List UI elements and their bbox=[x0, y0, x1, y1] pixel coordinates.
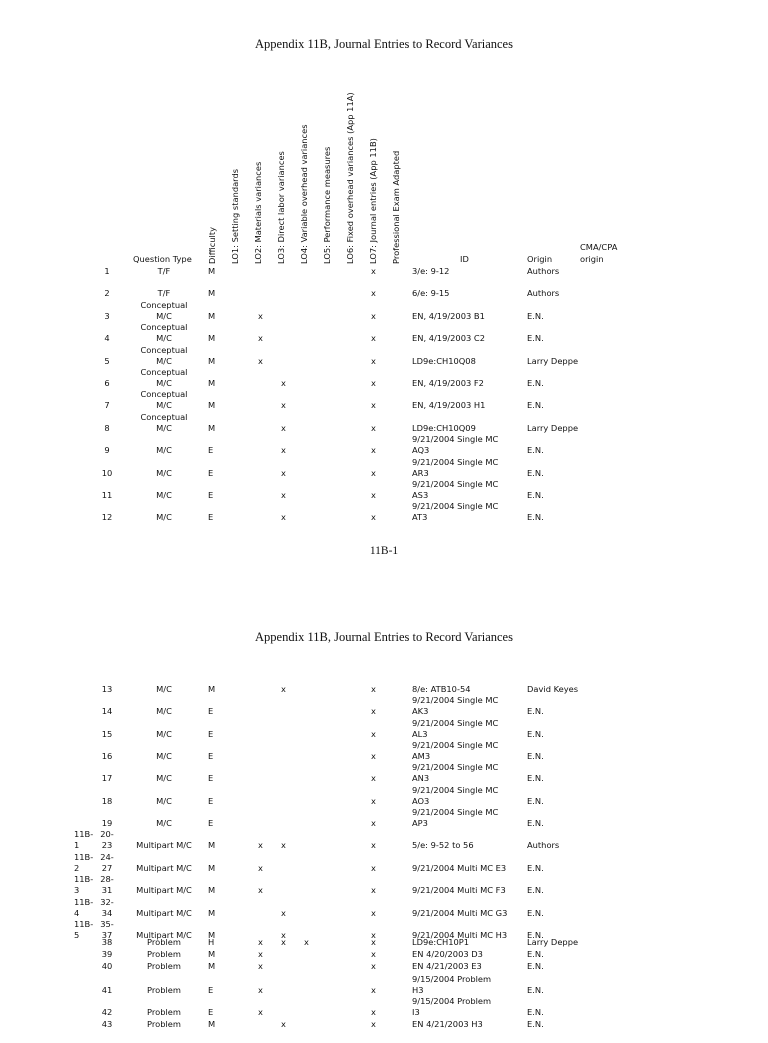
id-prefix: 9/21/2004 Single MC bbox=[412, 762, 499, 773]
lo-mark: x bbox=[371, 929, 376, 940]
table-row bbox=[0, 434, 768, 465]
question-type-prefix: Conceptual bbox=[140, 299, 188, 310]
row-number: 27 bbox=[101, 862, 113, 873]
question-id: EN 4/20/2003 D3 bbox=[412, 949, 483, 960]
question-id: 9/21/2004 Multi MC E3 bbox=[412, 862, 507, 873]
origin: Larry Deppe bbox=[527, 422, 579, 433]
question-type: M/C bbox=[156, 512, 172, 523]
difficulty: M bbox=[208, 355, 216, 366]
section-prefix: 11B- bbox=[74, 874, 94, 885]
origin: E.N. bbox=[527, 333, 544, 344]
difficulty: H bbox=[208, 937, 215, 947]
lo-mark: x bbox=[371, 818, 376, 829]
table-row bbox=[0, 762, 768, 793]
question-type-prefix: Conceptual bbox=[140, 344, 188, 355]
table-row bbox=[0, 262, 768, 286]
lo-mark: x bbox=[371, 490, 376, 500]
row-number: 6 bbox=[104, 378, 110, 388]
lo-mark: x bbox=[258, 937, 263, 947]
question-type: M/C bbox=[156, 333, 172, 344]
table-row bbox=[0, 1019, 768, 1043]
origin: E.N. bbox=[527, 773, 544, 784]
header-lo6: LO6: Fixed overhead variances (App 11A) bbox=[345, 92, 355, 264]
id-prefix: 9/21/2004 Single MC bbox=[412, 456, 499, 467]
section-prefix: 11B- bbox=[74, 851, 94, 862]
difficulty: E bbox=[208, 728, 214, 739]
difficulty: M bbox=[208, 400, 216, 411]
difficulty: E bbox=[208, 751, 214, 762]
origin: Authors bbox=[527, 840, 560, 851]
lo-mark: x bbox=[258, 355, 263, 366]
lo-mark: x bbox=[258, 961, 263, 972]
section-suffix: 2 bbox=[74, 862, 80, 873]
lo-mark: x bbox=[371, 840, 376, 851]
question-type: Multipart M/C bbox=[136, 862, 192, 873]
lo-mark: x bbox=[371, 907, 376, 918]
row-number: 31 bbox=[101, 885, 113, 896]
table-row bbox=[0, 501, 768, 532]
question-type: M/C bbox=[156, 490, 172, 500]
question-type: M/C bbox=[156, 355, 172, 366]
lo-mark: x bbox=[371, 266, 376, 276]
difficulty: M bbox=[208, 422, 216, 433]
lo-mark: x bbox=[281, 445, 286, 456]
question-id: EN 4/21/2003 E3 bbox=[412, 961, 482, 972]
origin: Larry Deppe bbox=[527, 937, 579, 947]
table-row bbox=[0, 937, 768, 949]
id-prefix: 9/15/2004 Problem bbox=[412, 974, 492, 984]
row-number: 41 bbox=[101, 985, 113, 995]
row-number: 5 bbox=[104, 355, 110, 366]
origin: E.N. bbox=[527, 445, 544, 456]
table-row bbox=[0, 411, 768, 443]
lo-mark: x bbox=[371, 512, 376, 523]
origin: Larry Deppe bbox=[527, 355, 579, 366]
origin: E.N. bbox=[527, 885, 544, 896]
lo-mark: x bbox=[371, 684, 376, 694]
origin: E.N. bbox=[527, 949, 544, 960]
row-number: 4 bbox=[104, 333, 110, 344]
lo-mark: x bbox=[371, 445, 376, 456]
difficulty: E bbox=[208, 490, 214, 500]
lo-mark: x bbox=[281, 467, 286, 478]
question-type: Multipart M/C bbox=[136, 929, 192, 940]
lo-mark: x bbox=[258, 949, 263, 960]
lo-mark: x bbox=[281, 929, 286, 940]
id-prefix: 9/21/2004 Single MC bbox=[412, 434, 499, 445]
row-number: 3 bbox=[104, 310, 110, 321]
question-type: M/C bbox=[156, 422, 172, 433]
question-type: Problem bbox=[147, 985, 181, 995]
header-difficulty: Difficulty bbox=[207, 226, 217, 264]
question-type: M/C bbox=[156, 751, 172, 762]
lo-mark: x bbox=[281, 684, 286, 694]
question-type: M/C bbox=[156, 728, 172, 739]
lo-mark: x bbox=[371, 795, 376, 806]
question-type: Problem bbox=[147, 949, 181, 960]
row-number: 37 bbox=[101, 929, 113, 940]
header-lo2: LO2: Materials variances bbox=[253, 161, 263, 264]
section-prefix: 11B- bbox=[74, 918, 94, 929]
row-number-prefix: 32- bbox=[100, 896, 114, 907]
lo-mark: x bbox=[371, 467, 376, 478]
difficulty: M bbox=[208, 333, 216, 344]
question-id: EN 4/21/2003 H3 bbox=[412, 1019, 483, 1029]
lo-mark: x bbox=[281, 490, 286, 500]
origin: E.N. bbox=[527, 310, 544, 321]
header-cma-line2: origin bbox=[580, 254, 604, 264]
question-id: LD9e:CH10P1 bbox=[412, 937, 470, 947]
section-prefix: 11B- bbox=[74, 829, 94, 840]
question-id: AP3 bbox=[412, 818, 428, 829]
section-prefix: 11B- bbox=[74, 896, 94, 907]
question-type: M/C bbox=[156, 795, 172, 806]
origin: E.N. bbox=[527, 1007, 544, 1017]
question-id: 6/e: 9-15 bbox=[412, 288, 450, 299]
table-row bbox=[0, 974, 768, 1009]
lo-mark: x bbox=[281, 400, 286, 411]
table-row bbox=[0, 344, 768, 376]
table-row bbox=[0, 949, 768, 961]
question-id: AL3 bbox=[412, 728, 428, 739]
difficulty: E bbox=[208, 512, 214, 523]
lo-mark: x bbox=[371, 949, 376, 960]
id-prefix: 9/21/2004 Single MC bbox=[412, 479, 499, 489]
row-number: 15 bbox=[101, 728, 113, 739]
question-type: M/C bbox=[156, 773, 172, 784]
table-row bbox=[0, 367, 768, 398]
row-number: 18 bbox=[101, 795, 113, 806]
lo-mark: x bbox=[258, 985, 263, 995]
row-number: 19 bbox=[101, 818, 113, 829]
question-id: EN, 4/19/2003 H1 bbox=[412, 400, 486, 411]
question-id: AT3 bbox=[412, 512, 428, 523]
difficulty: M bbox=[208, 929, 216, 940]
table-row bbox=[0, 389, 768, 420]
lo-mark: x bbox=[258, 310, 263, 321]
question-type-prefix: Conceptual bbox=[140, 389, 188, 400]
origin: E.N. bbox=[527, 1019, 544, 1029]
row-number: 10 bbox=[101, 467, 113, 478]
row-number: 38 bbox=[101, 937, 113, 947]
page-footer: 11B-1 bbox=[369, 545, 399, 557]
origin: E.N. bbox=[527, 467, 544, 478]
question-type: Problem bbox=[147, 961, 181, 972]
question-type: Multipart M/C bbox=[136, 840, 192, 851]
lo-mark: x bbox=[371, 706, 376, 717]
lo-mark: x bbox=[371, 751, 376, 762]
question-type: Multipart M/C bbox=[136, 885, 192, 896]
row-number-prefix: 35- bbox=[100, 918, 114, 929]
question-id: AN3 bbox=[412, 773, 430, 784]
row-number: 23 bbox=[101, 840, 113, 851]
lo-mark: x bbox=[281, 1019, 286, 1029]
lo-mark: x bbox=[281, 512, 286, 523]
difficulty: M bbox=[208, 288, 216, 299]
question-type-prefix: Conceptual bbox=[140, 411, 188, 422]
lo-mark: x bbox=[371, 773, 376, 784]
question-type: Problem bbox=[147, 1007, 181, 1017]
lo-mark: x bbox=[371, 728, 376, 739]
question-type: M/C bbox=[156, 818, 172, 829]
origin: E.N. bbox=[527, 795, 544, 806]
question-type-prefix: Conceptual bbox=[140, 367, 188, 377]
question-type: M/C bbox=[156, 310, 172, 321]
origin: E.N. bbox=[527, 400, 544, 411]
header-lo4: LO4: Variable overhead variances bbox=[299, 124, 309, 264]
difficulty: E bbox=[208, 985, 214, 995]
difficulty: E bbox=[208, 773, 214, 784]
row-number: 14 bbox=[101, 706, 113, 717]
difficulty: M bbox=[208, 885, 216, 896]
row-number: 39 bbox=[101, 949, 113, 960]
question-type: Problem bbox=[147, 1019, 181, 1029]
lo-mark: x bbox=[371, 333, 376, 344]
origin: E.N. bbox=[527, 728, 544, 739]
lo-mark: x bbox=[371, 937, 376, 947]
row-number: 11 bbox=[101, 490, 113, 500]
lo-mark: x bbox=[371, 885, 376, 896]
origin: E.N. bbox=[527, 985, 544, 995]
question-type-prefix: Conceptual bbox=[140, 322, 188, 333]
origin: E.N. bbox=[527, 751, 544, 762]
header-lo7: LO7: Journal entries (App 11B) bbox=[368, 138, 378, 264]
origin: E.N. bbox=[527, 512, 544, 523]
row-number: 1 bbox=[104, 266, 110, 276]
difficulty: M bbox=[208, 949, 216, 960]
lo-mark: x bbox=[258, 840, 263, 851]
origin: E.N. bbox=[527, 490, 544, 500]
table-row bbox=[0, 961, 768, 973]
lo-mark: x bbox=[371, 422, 376, 433]
lo-mark: x bbox=[371, 400, 376, 411]
row-number: 40 bbox=[101, 961, 113, 972]
question-id: AM3 bbox=[412, 751, 431, 762]
header-lo1: LO1: Setting standards bbox=[230, 168, 240, 264]
row-number: 8 bbox=[104, 422, 110, 433]
table-row bbox=[0, 695, 768, 726]
lo-mark: x bbox=[371, 961, 376, 972]
page-title: Appendix 11B, Journal Entries to Record Variances bbox=[255, 37, 513, 51]
row-number: 17 bbox=[101, 773, 113, 784]
difficulty: E bbox=[208, 795, 214, 806]
lo-mark: x bbox=[371, 378, 376, 388]
difficulty: E bbox=[208, 818, 214, 829]
origin: E.N. bbox=[527, 818, 544, 829]
table-row bbox=[0, 740, 768, 771]
lo-mark: x bbox=[371, 288, 376, 299]
question-type: M/C bbox=[156, 467, 172, 478]
table-row bbox=[0, 680, 768, 704]
difficulty: M bbox=[208, 310, 216, 321]
row-number: 34 bbox=[101, 907, 113, 918]
lo-mark: x bbox=[258, 1007, 263, 1017]
table-row bbox=[0, 322, 768, 353]
question-type: Problem bbox=[147, 937, 181, 947]
origin: E.N. bbox=[527, 961, 544, 972]
lo-mark: x bbox=[304, 937, 309, 947]
row-number: 9 bbox=[104, 445, 110, 456]
question-id: AK3 bbox=[412, 706, 429, 717]
question-id: 9/21/2004 Multi MC F3 bbox=[412, 885, 506, 896]
question-id: EN, 4/19/2003 F2 bbox=[412, 378, 484, 388]
section-suffix: 4 bbox=[74, 907, 80, 918]
row-number: 42 bbox=[101, 1007, 113, 1017]
question-id: 8/e: ATB10-54 bbox=[412, 684, 471, 694]
question-type: T/F bbox=[157, 266, 171, 276]
question-id: H3 bbox=[412, 985, 424, 995]
difficulty: M bbox=[208, 266, 216, 276]
row-number-prefix: 20- bbox=[100, 829, 114, 840]
difficulty: M bbox=[208, 862, 216, 873]
header-lo3: LO3: Direct labor variances bbox=[276, 151, 286, 264]
question-id: 3/e: 9-12 bbox=[412, 266, 450, 276]
table-row bbox=[0, 479, 768, 510]
question-id: EN, 4/19/2003 C2 bbox=[412, 333, 485, 344]
question-id: I3 bbox=[412, 1007, 420, 1017]
question-id: 9/21/2004 Multi MC H3 bbox=[412, 929, 508, 940]
row-number-prefix: 24- bbox=[100, 851, 114, 862]
origin: E.N. bbox=[527, 862, 544, 873]
table-row bbox=[0, 717, 768, 749]
difficulty: M bbox=[208, 1019, 216, 1029]
lo-mark: x bbox=[371, 355, 376, 366]
question-id: AQ3 bbox=[412, 445, 430, 456]
section-suffix: 1 bbox=[74, 840, 80, 851]
lo-mark: x bbox=[258, 333, 263, 344]
header-origin: Origin bbox=[527, 254, 553, 264]
row-number: 43 bbox=[101, 1019, 113, 1029]
header-question-type: Question Type bbox=[133, 254, 192, 264]
page-title: Appendix 11B, Journal Entries to Record Variances bbox=[255, 630, 513, 644]
difficulty: M bbox=[208, 907, 216, 918]
question-type: M/C bbox=[156, 378, 172, 388]
header-professional-exam: Professional Exam Adapted bbox=[391, 150, 401, 264]
lo-mark: x bbox=[371, 310, 376, 321]
lo-mark: x bbox=[258, 885, 263, 896]
lo-mark: x bbox=[258, 862, 263, 873]
id-prefix: 9/21/2004 Single MC bbox=[412, 807, 499, 818]
id-prefix: 9/21/2004 Single MC bbox=[412, 501, 499, 512]
question-id: 9/21/2004 Multi MC G3 bbox=[412, 907, 508, 918]
difficulty: E bbox=[208, 1007, 214, 1017]
lo-mark: x bbox=[281, 937, 286, 947]
id-prefix: 9/21/2004 Single MC bbox=[412, 740, 499, 751]
lo-mark: x bbox=[371, 862, 376, 873]
question-type: Multipart M/C bbox=[136, 907, 192, 918]
row-number: 7 bbox=[104, 400, 110, 411]
question-type: M/C bbox=[156, 706, 172, 717]
lo-mark: x bbox=[281, 840, 286, 851]
section-suffix: 3 bbox=[74, 885, 80, 896]
header-cma-line1: CMA/CPA bbox=[580, 242, 618, 252]
difficulty: E bbox=[208, 445, 214, 456]
id-prefix: 9/15/2004 Problem bbox=[412, 996, 492, 1006]
id-prefix: 9/21/2004 Single MC bbox=[412, 784, 499, 795]
origin: David Keyes bbox=[527, 684, 579, 694]
difficulty: M bbox=[208, 840, 216, 851]
table-row bbox=[0, 456, 768, 488]
lo-mark: x bbox=[371, 1019, 376, 1029]
difficulty: E bbox=[208, 706, 214, 717]
origin: E.N. bbox=[527, 907, 544, 918]
question-id: LD9e:CH10Q08 bbox=[412, 355, 476, 366]
section-suffix: 5 bbox=[74, 929, 80, 940]
row-number: 2 bbox=[104, 288, 110, 299]
origin: E.N. bbox=[527, 706, 544, 717]
table-row bbox=[0, 299, 768, 331]
table-row bbox=[0, 284, 768, 308]
difficulty: M bbox=[208, 378, 216, 388]
row-number-prefix: 28- bbox=[100, 874, 114, 885]
origin: E.N. bbox=[527, 929, 544, 940]
question-id: EN, 4/19/2003 B1 bbox=[412, 310, 485, 321]
question-id: AO3 bbox=[412, 795, 430, 806]
origin: Authors bbox=[527, 266, 560, 276]
question-id: AS3 bbox=[412, 490, 429, 500]
question-id: AR3 bbox=[412, 467, 429, 478]
lo-mark: x bbox=[281, 422, 286, 433]
difficulty: M bbox=[208, 961, 216, 972]
header-id: ID bbox=[460, 254, 469, 264]
question-id: 5/e: 9-52 to 56 bbox=[412, 840, 474, 851]
header-lo5: LO5: Performance measures bbox=[322, 146, 332, 264]
origin: E.N. bbox=[527, 378, 544, 388]
row-number: 12 bbox=[101, 512, 113, 523]
row-number: 13 bbox=[101, 684, 113, 694]
lo-mark: x bbox=[371, 1007, 376, 1017]
difficulty: E bbox=[208, 467, 214, 478]
question-type: M/C bbox=[156, 445, 172, 456]
lo-mark: x bbox=[281, 907, 286, 918]
id-prefix: 9/21/2004 Single MC bbox=[412, 717, 499, 728]
lo-mark: x bbox=[371, 985, 376, 995]
origin: Authors bbox=[527, 288, 560, 299]
lo-mark: x bbox=[281, 378, 286, 388]
question-type: T/F bbox=[157, 288, 171, 299]
question-type: M/C bbox=[156, 400, 172, 411]
question-id: LD9e:CH10Q09 bbox=[412, 422, 476, 433]
id-prefix: 9/21/2004 Single MC bbox=[412, 695, 499, 706]
row-number: 16 bbox=[101, 751, 113, 762]
question-type: M/C bbox=[156, 684, 172, 694]
table-row bbox=[0, 784, 768, 816]
difficulty: M bbox=[208, 684, 216, 694]
